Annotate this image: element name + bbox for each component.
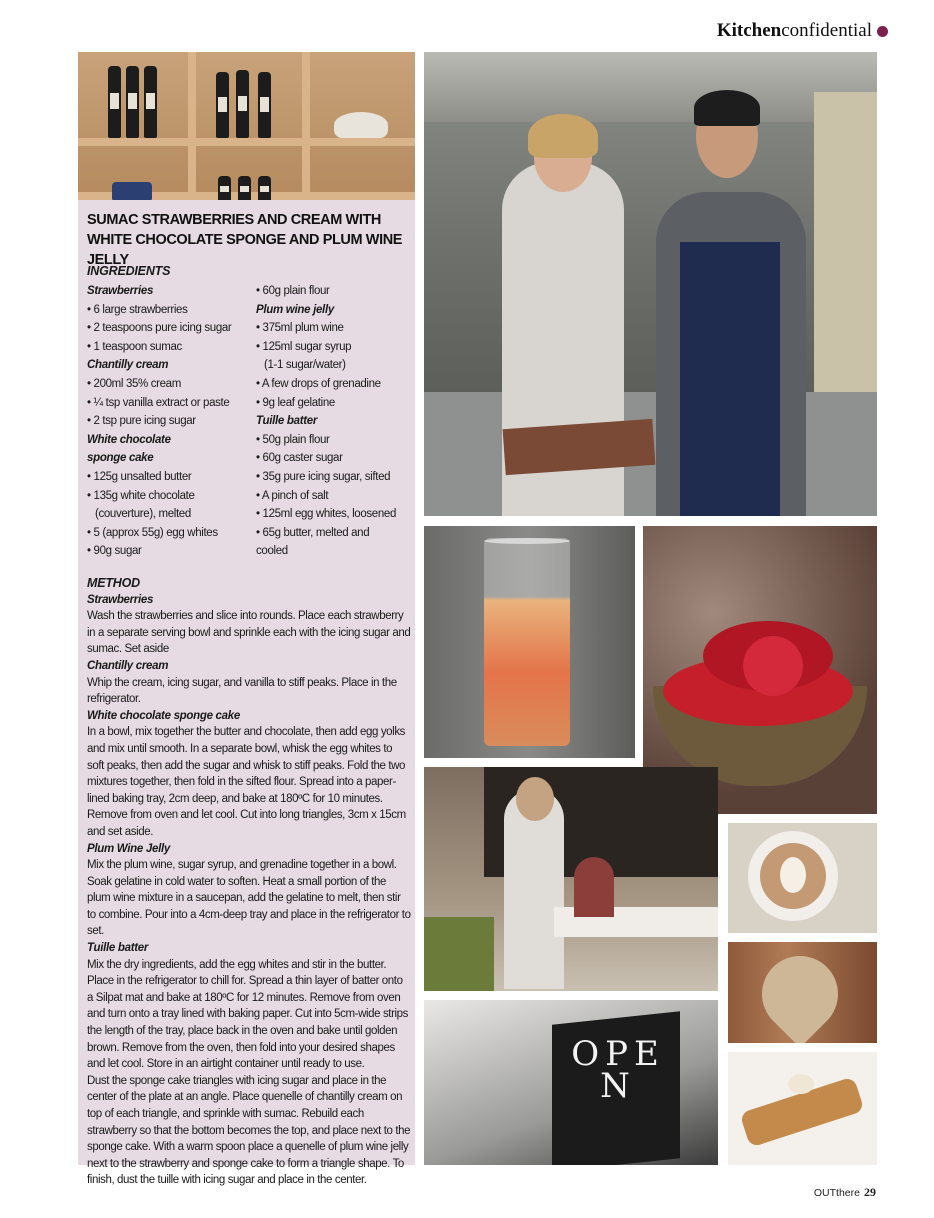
latte-photo xyxy=(728,823,877,933)
magazine-name: OUTthere xyxy=(813,1187,860,1199)
ingredient-item: • 2 tsp pure icing sugar xyxy=(87,415,196,428)
ingredient-item: • 125ml egg whites, loosened xyxy=(256,508,396,521)
page-number: 29 xyxy=(864,1185,876,1199)
ingredient-item: • 125g unsalted butter xyxy=(87,470,192,483)
method-step-body: Mix the plum wine, sugar syrup, and grenadine together in a bowl. Soak gelatine in cold water to soften. Heat a small portion of the plum wine mixture in a saucepan, add the gelatine to melt, then stir to combine. Pour into a 4cm-deep tray and place in the refrigerator to set. xyxy=(87,859,411,938)
method-section xyxy=(87,575,411,1189)
method-step-heading: Plum Wine Jelly xyxy=(87,842,170,855)
method-step-body: Mix the dry ingredients, add the egg whites and stir in the butter. Place in the refrigerator to chill for. Spread a thin layer of batter onto a Silpat mat and bake at 180ºC for 12 minutes. Remove from oven and turn onto a tray lined with baking paper. Cut into 5cm-wide strips the length of the tray, place back in the oven and bake until golden brown. Remove from the oven, then fold into your desired shapes and let cool. Store in an airtight container until ready to use. xyxy=(87,958,409,1071)
chefs-photo xyxy=(424,52,877,516)
header-confidential: confidential xyxy=(781,20,872,41)
method-step-body: Wash the strawberries and slice into rounds. Place each strawberry in a separate serving bowl and sprinkle each with the icing sugar and sumac. Set aside xyxy=(87,610,411,656)
method-step-body: Whip the cream, icing sugar, and vanilla to stiff peaks. Place in the refrigerator. xyxy=(87,676,397,706)
ingredient-item: • 35g pure icing sugar, sifted xyxy=(256,470,391,483)
ingredient-item: • 135g white chocolate xyxy=(87,489,195,502)
method-step-heading: Tuille batter xyxy=(87,942,149,955)
ingredient-item: • 2 teaspoons pure icing sugar xyxy=(87,322,232,335)
ingredient-item: • 200ml 35% cream xyxy=(87,377,181,390)
ingredient-subheading: Plum wine jelly xyxy=(256,303,334,316)
ingredient-item: • 9g leaf gelatine xyxy=(256,396,335,409)
recipe-title: SUMAC STRAWBERRIES AND CREAM WITH WHITE CHOCOLATE SPONGE AND PLUM WINE JELLY xyxy=(87,212,403,268)
ingredient-item: (couverture), melted xyxy=(95,508,191,521)
dessert-plate-photo xyxy=(728,1052,877,1165)
section-header xyxy=(717,20,888,42)
ingredient-item: • 65g butter, melted and xyxy=(256,526,370,539)
page-footer xyxy=(814,1185,876,1200)
ingredient-item: • 5 (approx 55g) egg whites xyxy=(87,526,218,539)
ingredient-item: cooled xyxy=(256,545,288,558)
ingredient-item: • 125ml sugar syrup xyxy=(256,340,352,353)
ingredient-item: (1-1 sugar/water) xyxy=(264,359,346,372)
ingredients-left-column xyxy=(87,282,259,561)
ingredient-item: • 6 large strawberries xyxy=(87,303,188,316)
ingredient-item: • A few drops of grenadine xyxy=(256,377,381,390)
ingredient-subheading: sponge cake xyxy=(87,452,154,465)
ingredient-item: • 50g plain flour xyxy=(256,433,330,446)
ingredient-subheading: Chantilly cream xyxy=(87,359,169,372)
header-kitchen: Kitchen xyxy=(716,20,782,41)
cafe-interior-photo xyxy=(424,767,718,991)
header-dot-icon xyxy=(877,26,888,37)
ingredient-subheading: Tuille batter xyxy=(256,415,318,428)
ingredient-subheading: Strawberries xyxy=(87,285,154,297)
wicker-heart-photo xyxy=(728,942,877,1043)
ingredient-item: • ¼ tsp vanilla extract or paste xyxy=(87,396,230,409)
method-step-body: In a bowl, mix together the butter and chocolate, then add egg yolks and mix until smooth. In a separate bowl, whisk the egg whites to soft peaks, then add the sugar and whisk to stiff peaks. Fold the two mixtures together, then fold in the sifted flour. Spread into a paper-lined baking tray, 2cm deep, and bake at 180ºC for 10 minutes. Remove from oven and let cool. Cut into long triangles, 3cm x 15cm and set aside. xyxy=(87,726,406,838)
method-heading: METHOD xyxy=(87,576,140,590)
ingredient-item: • 60g caster sugar xyxy=(256,452,343,465)
method-step-body: Dust the sponge cake triangles with icing sugar and place in the center of the plate at an angle. Place quenelle of chantilly cream on top of each triangle, and sprinkle with sumac. Rebuild each strawberry so that the bottom becomes the top, and place next to the sponge cake. With a warm spoon place a quenelle of plum wine jelly next to the strawberry and sponge cake to form a triangle shape. To finish, dust the tuille with icing sugar and place in the center. xyxy=(87,1074,411,1187)
open-sign-photo xyxy=(424,1000,718,1165)
ingredient-item: • 375ml plum wine xyxy=(256,322,344,335)
ingredient-item: • 90g sugar xyxy=(87,545,142,558)
method-step-heading: Chantilly cream xyxy=(87,659,169,672)
jelly-glass-photo xyxy=(424,526,635,758)
ingredient-item: • A pinch of salt xyxy=(256,489,329,502)
ingredients-heading: INGREDIENTS xyxy=(87,264,171,278)
ingredient-item: • 60g plain flour xyxy=(256,285,330,297)
open-sign-text: OPEN xyxy=(571,1034,665,1106)
method-step-heading: Strawberries xyxy=(87,593,154,606)
method-step-heading: White chocolate sponge cake xyxy=(87,709,240,722)
ingredient-subheading: White chocolate xyxy=(87,433,171,446)
ingredient-item: • 1 teaspoon sumac xyxy=(87,340,182,353)
ingredients-right-column xyxy=(256,282,416,561)
wine-shelf-photo xyxy=(78,52,415,202)
